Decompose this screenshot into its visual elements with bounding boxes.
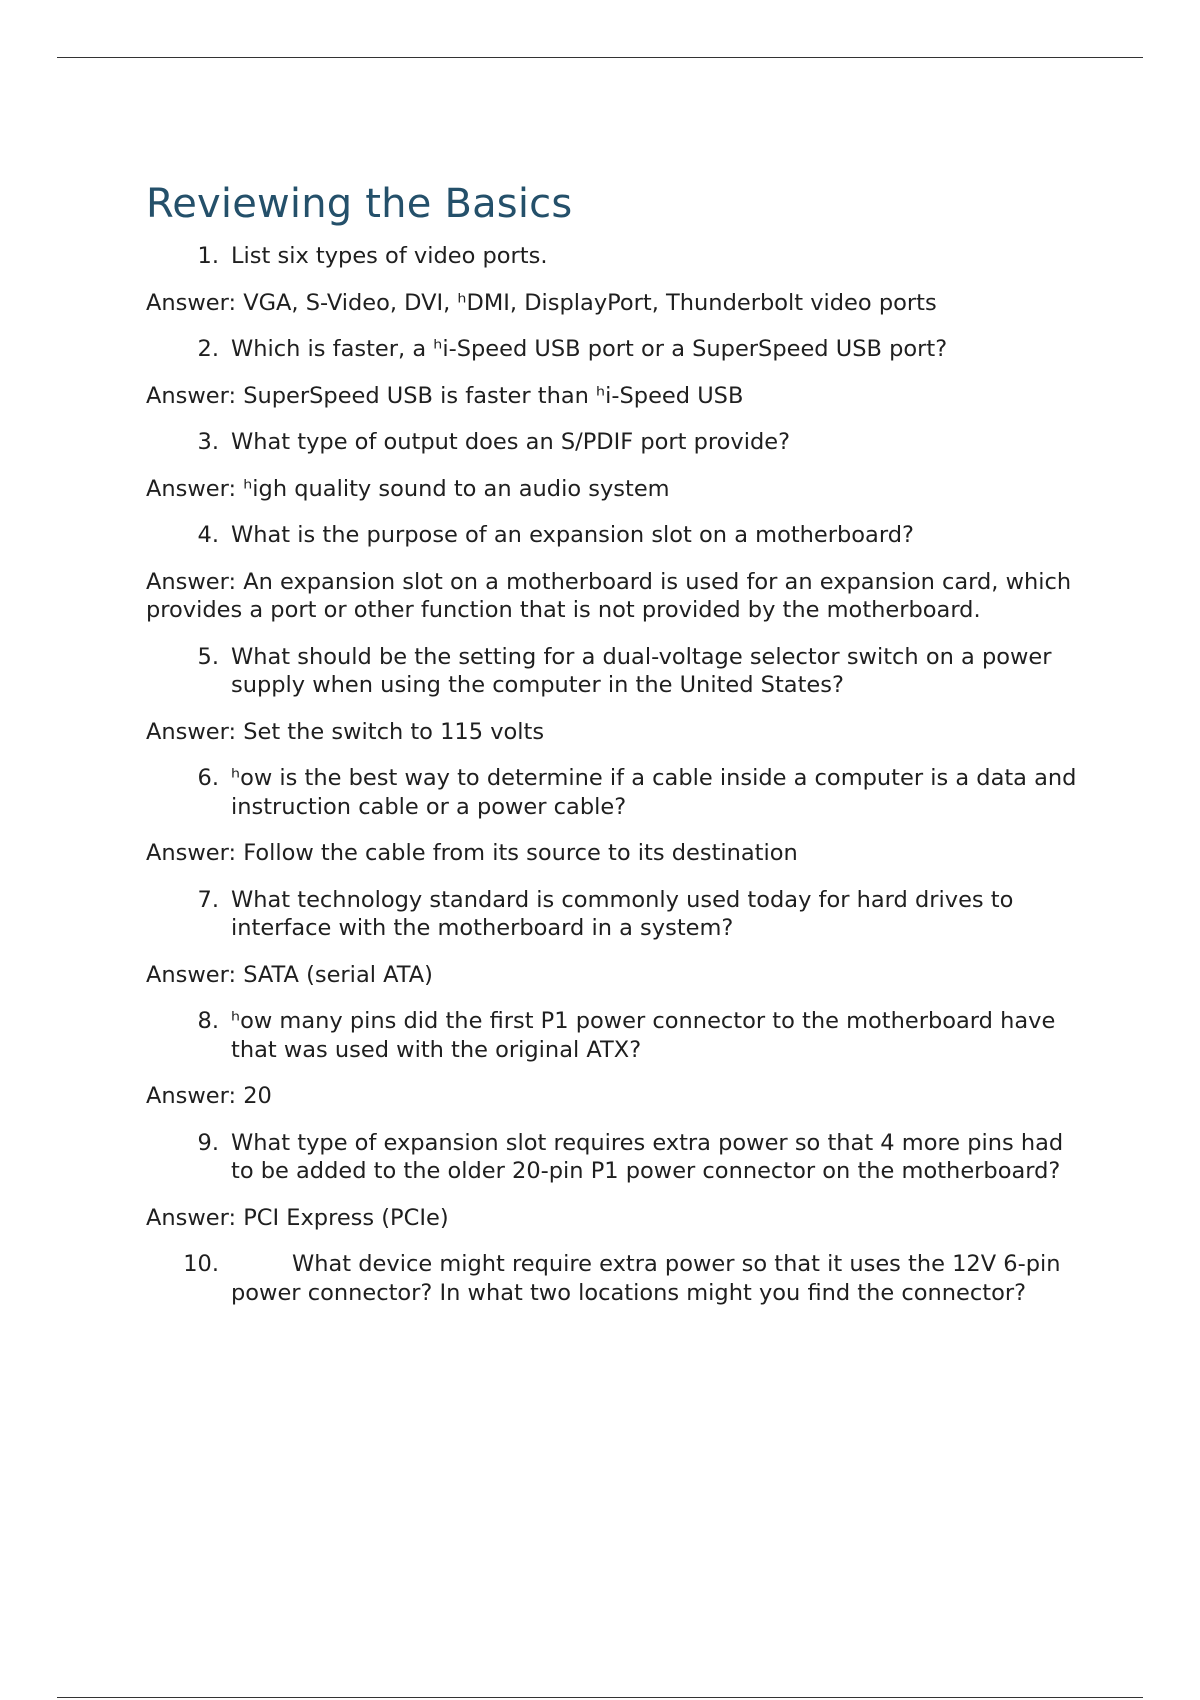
question-text: What device might require extra power so that it uses the 12V 6-pin power connector? In what two locations might you find the connector? (231, 1251, 1061, 1306)
question-5 (146, 643, 1092, 700)
answer-4: Answer: An expansion slot on a motherboard is used for an expansion card, which provides a port or other function that is not provided by the motherboard. (146, 568, 1072, 623)
footer-rule (57, 1697, 1143, 1698)
question-number: 3. (197, 429, 219, 455)
document-body (146, 178, 1086, 1325)
question-text: What should be the setting for a dual-voltage selector switch on a power supply when using the computer in the United States? (231, 643, 1052, 698)
question-text: Which is faster, a ʰi-Speed USB port or a SuperSpeed USB port? (231, 336, 948, 362)
question-text: What technology standard is commonly used today for hard drives to interface with the motherboard in a system? (231, 886, 1014, 941)
answer-8: Answer: 20 (146, 1083, 272, 1109)
question-6 (146, 764, 1092, 821)
question-number: 8. (197, 1008, 219, 1034)
question-text: ʰow is the best way to determine if a cable inside a computer is a data and instruction cable or a power cable? (231, 765, 1077, 820)
question-number: 7. (197, 886, 219, 913)
answer-5: Answer: Set the switch to 115 volts (146, 718, 545, 745)
question-number: 2. (197, 336, 219, 362)
question-text: List six types of video ports. (231, 243, 548, 269)
question-number: 4. (197, 522, 219, 548)
question-4 (146, 521, 1092, 550)
question-number: 1. (197, 243, 219, 269)
answer-1: Answer: VGA, S-Video, DVI, ʰDMI, DisplayPort, Thunderbolt video ports (146, 289, 937, 316)
question-1 (146, 242, 1092, 271)
answer-7: Answer: SATA (serial ATA) (146, 961, 433, 988)
question-text: What type of output does an S/PDIF port provide? (231, 429, 791, 455)
question-number: 5. (197, 643, 219, 670)
question-8 (146, 1007, 1092, 1064)
question-2 (146, 335, 1092, 364)
answer-2: Answer: SuperSpeed USB is faster than ʰi-Speed USB (146, 382, 744, 409)
answer-3: Answer: ʰigh quality sound to an audio system (146, 475, 670, 502)
question-text: What type of expansion slot requires extra power so that 4 more pins had to be added to the older 20-pin P1 power connector on the motherboard? (231, 1129, 1064, 1184)
question-number: 6. (197, 765, 219, 791)
answer-6: Answer: Follow the cable from its source to its destination (146, 840, 798, 866)
question-number: 10. (183, 1251, 219, 1277)
question-text: ʰow many pins did the first P1 power connector to the motherboard have that was used with the original ATX? (231, 1008, 1056, 1063)
question-text: What is the purpose of an expansion slot on a motherboard? (231, 522, 914, 548)
answer-9: Answer: PCI Express (PCIe) (146, 1204, 449, 1231)
question-9 (146, 1129, 1092, 1186)
question-7 (146, 886, 1092, 943)
header-rule (57, 57, 1143, 58)
qa-list (146, 242, 1086, 1307)
question-10 (146, 1250, 1092, 1307)
page-title: Reviewing the Basics (146, 181, 573, 227)
question-3 (146, 428, 1092, 457)
question-number: 9. (197, 1129, 219, 1156)
